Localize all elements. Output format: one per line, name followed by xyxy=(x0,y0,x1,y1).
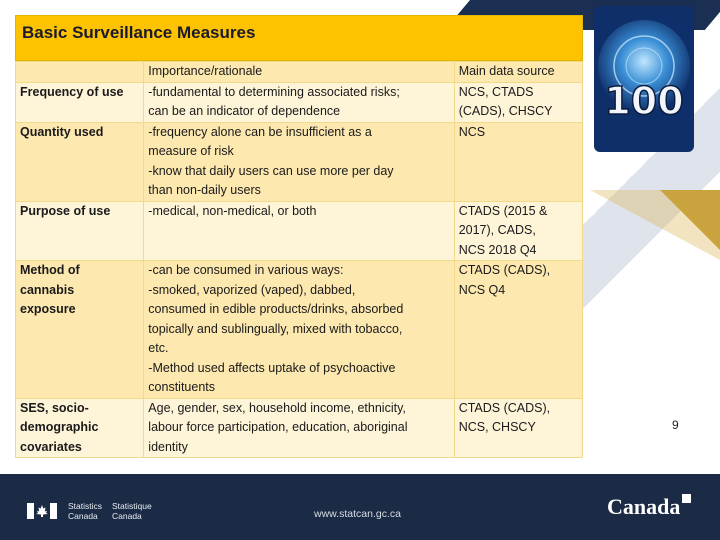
header-empty-cell xyxy=(16,62,144,83)
agency-name-french: Statistique Canada xyxy=(112,501,152,521)
slide-title: Basic Surveillance Measures xyxy=(22,23,256,42)
table-row xyxy=(16,201,583,261)
row-label: Quantity used xyxy=(16,122,144,201)
table-row xyxy=(16,398,583,458)
header-importance: Importance/rationale xyxy=(144,62,454,83)
row-rationale: -medical, non-medical, or both xyxy=(144,201,454,261)
row-source: NCS, CTADS (CADS), CHSCY xyxy=(454,82,582,122)
row-source: NCS xyxy=(454,122,582,201)
table-row xyxy=(16,122,583,201)
wordmark-flag-icon xyxy=(682,494,691,503)
page-number: 9 xyxy=(672,418,679,432)
slide-title-bar xyxy=(15,15,583,61)
gold-triangle-decoration xyxy=(660,190,720,250)
website-link[interactable]: www.statcan.gc.ca xyxy=(314,508,401,520)
table-header-row xyxy=(16,62,583,83)
row-source: CTADS (2015 & 2017), CADS, NCS 2018 Q4 xyxy=(454,201,582,261)
row-label: Purpose of use xyxy=(16,201,144,261)
surveillance-measures-table xyxy=(15,61,583,458)
row-label: Frequency of use xyxy=(16,82,144,122)
svg-text:100: 100 xyxy=(604,79,684,123)
footer-bar xyxy=(0,474,720,540)
row-source: CTADS (CADS), NCS, CHSCY xyxy=(454,398,582,458)
canada-wordmark: Canada xyxy=(607,494,681,519)
header-data-source: Main data source xyxy=(454,62,582,83)
row-rationale: -fundamental to determining associated risks; can be an indicator of dependence xyxy=(144,82,454,122)
canada-flag-icon xyxy=(27,503,57,519)
row-source: CTADS (CADS), NCS Q4 xyxy=(454,261,582,399)
statcan-100-logo xyxy=(588,4,700,154)
row-rationale: Age, gender, sex, household income, ethnicity, labour force participation, education, aboriginal identity xyxy=(144,398,454,458)
row-rationale: -can be consumed in various ways: -smoked, vaporized (vaped), dabbed, consumed in edible products/drinks, absorbed topically and sublingually, mixed with tobacco, etc. -Method used affects uptake of psychoactive constituents xyxy=(144,261,454,399)
row-label: Method of cannabis exposure xyxy=(16,261,144,399)
agency-name-english: Statistics Canada xyxy=(68,501,103,521)
row-rationale: -frequency alone can be insufficient as a measure of risk -know that daily users can use more per day than non-daily users xyxy=(144,122,454,201)
row-label: SES, socio- demographic covariates xyxy=(16,398,144,458)
table-row xyxy=(16,261,583,399)
table-row xyxy=(16,82,583,122)
